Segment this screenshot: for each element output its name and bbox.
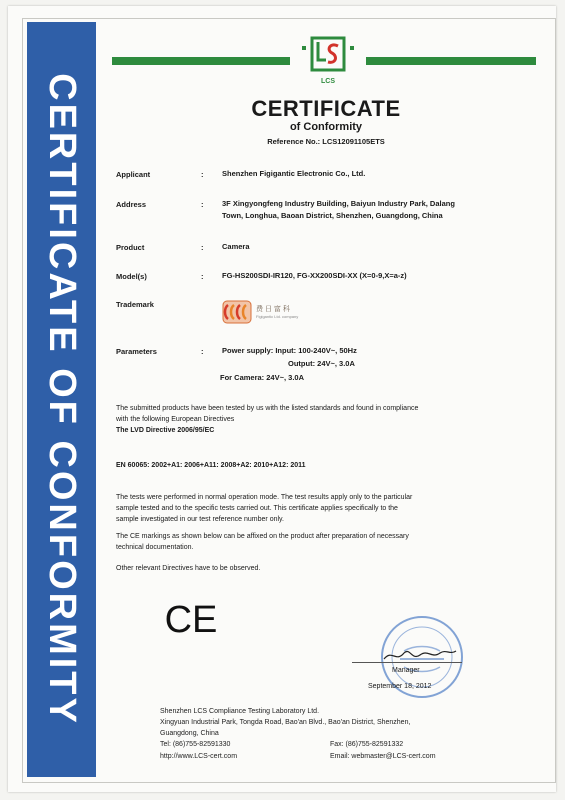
product-label: Product xyxy=(116,243,145,252)
applicant-label: Applicant xyxy=(116,170,151,179)
header-bar-right xyxy=(366,57,536,65)
parameters-label: Parameters xyxy=(116,347,157,356)
product-value: Camera xyxy=(222,242,250,251)
footer-address-line2: Guangdong, China xyxy=(160,730,219,737)
note-line-2: sample tested and to the specific tests carried out. This certificate applies specifically to the xyxy=(116,505,398,512)
models-value: FG-HS200SDI-IR120, FG-XX200SDI-XX (X=0-9,X=a-z) xyxy=(222,271,407,280)
parameters-colon: : xyxy=(201,347,204,356)
parameters-line2: Output: 24V~, 3.0A xyxy=(288,359,355,368)
product-colon: : xyxy=(201,243,204,252)
signature-date: September 18, 2012 xyxy=(368,683,432,690)
parameters-line3: For Camera: 24V~, 3.0A xyxy=(220,373,304,382)
footer-website: http://www.LCS-cert.com xyxy=(160,753,238,760)
trademark-logo-icon xyxy=(222,300,252,324)
header-bar-left xyxy=(112,57,290,65)
trademark-text: 费 日 富 科 xyxy=(256,306,290,313)
footer-lab-name: Shenzhen LCS Compliance Testing Laboratory Ltd. xyxy=(160,708,320,715)
directive: The LVD Directive 2006/95/EC xyxy=(116,427,215,434)
note-line-4: The CE markings as shown below can be affixed on the product after preparation of necessary xyxy=(116,533,409,540)
applicant-colon: : xyxy=(201,170,204,179)
footer-fax: Fax: (86)755-82591332 xyxy=(330,741,404,748)
svg-text:CE: CE xyxy=(164,599,218,638)
footer-email: Email: webmaster@LCS-cert.com xyxy=(330,753,436,760)
logo-text: LCS xyxy=(321,78,335,85)
statement-line2: with the following European Directives xyxy=(116,416,235,423)
note-line-3: sample investigated in our test reference number only. xyxy=(116,516,284,523)
footer-address-line1: Xingyuan Industrial Park, Tongda Road, Bao'an Blvd., Bao'an District, Shenzhen, xyxy=(160,719,411,726)
address-line1: 3F Xingyongfeng Industry Building, Baiyun Industry Park, Dalang xyxy=(222,199,455,208)
lcs-logo xyxy=(298,36,358,86)
address-label: Address xyxy=(116,200,147,209)
trademark-subtext: Figigantic Ltd. company xyxy=(256,314,299,319)
address-line2: Town, Longhua, Baoan District, Shenzhen, Guangdong, China xyxy=(222,211,443,220)
signatory-title: Manager xyxy=(392,667,420,674)
models-label: Model(s) xyxy=(116,272,147,281)
reference-number: Reference No.: LCS12091105ETS xyxy=(267,137,385,146)
address-colon: : xyxy=(201,200,204,209)
certificate-subtitle: of Conformity xyxy=(289,121,363,133)
note-line-6: Other relevant Directives have to be observed. xyxy=(116,565,261,572)
note-line-5: technical documentation. xyxy=(116,544,194,551)
models-colon: : xyxy=(201,272,204,281)
statement-line1: The submitted products have been tested by us with the listed standards and found in compliance xyxy=(116,405,419,412)
standard: EN 60065: 2002+A1: 2006+A11: 2008+A2: 2010+A12: 2011 xyxy=(116,462,306,469)
ce-mark-icon xyxy=(160,598,222,638)
trademark-label: Trademark xyxy=(116,300,154,309)
note-line-1: The tests were performed in normal operation mode. The test results apply only to the particular xyxy=(116,494,413,501)
footer-tel: Tel: (86)755-82591330 xyxy=(160,741,231,748)
side-banner xyxy=(27,22,96,777)
parameters-line1: Power supply: Input: 100-240V~, 50Hz xyxy=(222,346,357,355)
certificate-title: CERTIFICATE xyxy=(251,96,401,121)
applicant-value: Shenzhen Figigantic Electronic Co., Ltd. xyxy=(222,169,366,178)
signature-line xyxy=(352,662,462,663)
side-banner-text: CERTIFICATE OF CONFORMITY xyxy=(41,73,84,726)
